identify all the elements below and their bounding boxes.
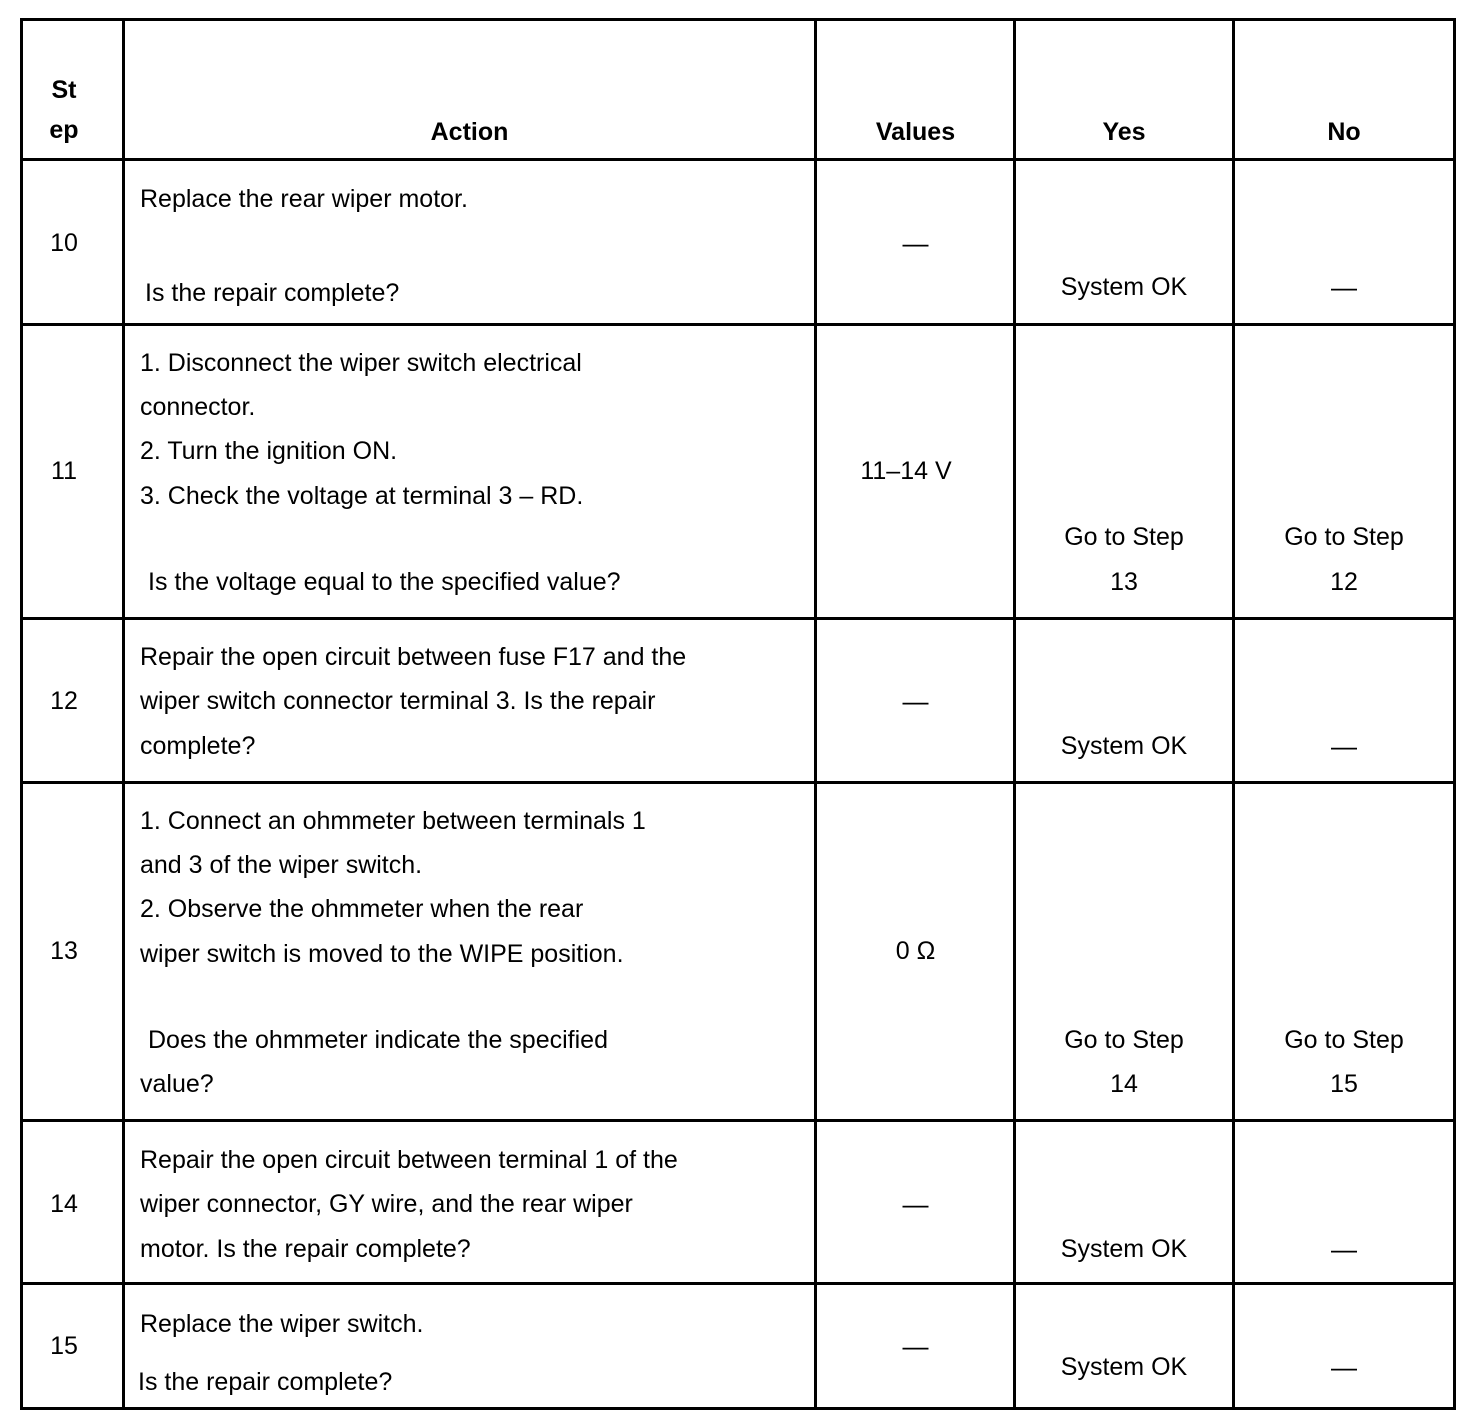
header-step (14, 70, 114, 150)
step-number: 13 (50, 937, 78, 965)
value-text: — (902, 228, 929, 258)
yes-step-number: 13 (1110, 568, 1138, 596)
action-text: wiper switch is moved to the WIPE position. (140, 940, 624, 968)
table-border-top (20, 18, 1456, 21)
step-number: 15 (50, 1332, 78, 1360)
step-number: 10 (50, 229, 78, 257)
header-divider (20, 158, 1456, 161)
value-text: — (902, 686, 929, 716)
step-number: 14 (50, 1190, 78, 1218)
action-text: and 3 of the wiper switch. (140, 851, 423, 879)
header-action: Action (430, 118, 509, 146)
yes-text: Go to Step (1064, 523, 1184, 551)
action-question: Does the ohmmeter indicate the specified (148, 1026, 608, 1054)
action-question: value? (140, 1070, 214, 1098)
action-text: Repair the open circuit between fuse F17 and the (140, 643, 687, 671)
header-yes: Yes (1102, 118, 1146, 146)
yes-text: System OK (1060, 273, 1188, 301)
action-text: complete? (140, 732, 256, 760)
no-text: — (1331, 731, 1357, 761)
value-text: — (902, 1189, 929, 1219)
column-divider (122, 18, 125, 1410)
no-step-number: 12 (1330, 568, 1358, 596)
table-border-right (1453, 18, 1456, 1410)
row-divider (20, 617, 1456, 620)
action-text: Repair the open circuit between terminal 1 of the (140, 1146, 678, 1174)
table-border-bottom (20, 1407, 1456, 1410)
action-text: 2. Turn the ignition ON. (140, 437, 398, 465)
action-text: wiper connector, GY wire, and the rear wiper (140, 1190, 633, 1218)
action-text: 1. Connect an ohmmeter between terminals 1 (140, 807, 646, 835)
yes-step-number: 14 (1110, 1070, 1138, 1098)
action-text: motor. Is the repair complete? (140, 1235, 471, 1263)
action-text: wiper switch connector terminal 3. Is the repair (140, 687, 656, 715)
header-step-line1: St (51, 76, 77, 104)
action-text: Replace the rear wiper motor. (140, 185, 468, 213)
row-divider (20, 1119, 1456, 1122)
action-question: Is the repair complete? (138, 1368, 393, 1396)
step-number: 11 (51, 457, 77, 485)
action-text: connector. (140, 393, 256, 421)
step-number: 12 (50, 687, 78, 715)
action-text: 2. Observe the ohmmeter when the rear (140, 895, 584, 923)
value-text: — (902, 1331, 929, 1361)
no-text: — (1331, 1234, 1357, 1264)
no-text: Go to Step (1284, 1026, 1404, 1054)
header-step-line2: ep (49, 116, 79, 144)
no-text: Go to Step (1284, 523, 1404, 551)
yes-text: System OK (1060, 732, 1188, 760)
header-values: Values (875, 118, 956, 146)
action-text: Replace the wiper switch. (140, 1310, 424, 1338)
row-divider (20, 323, 1456, 326)
action-question: Is the repair complete? (145, 279, 400, 307)
no-text: — (1331, 1352, 1357, 1382)
column-divider (1232, 18, 1235, 1410)
action-text: 3. Check the voltage at terminal 3 – RD. (140, 482, 584, 510)
no-text: — (1331, 272, 1357, 302)
row-divider (20, 781, 1456, 784)
row-divider (20, 1282, 1456, 1285)
action-text: 1. Disconnect the wiper switch electrical (140, 349, 582, 377)
action-question: Is the voltage equal to the specified value? (148, 568, 621, 596)
value-text: 11–14 V (860, 457, 952, 485)
header-no: No (1327, 118, 1361, 146)
value-text: 0 Ω (895, 937, 936, 965)
yes-text: System OK (1060, 1235, 1188, 1263)
diagnostic-table (20, 18, 1456, 1410)
yes-text: Go to Step (1064, 1026, 1184, 1054)
yes-text: System OK (1060, 1353, 1188, 1381)
no-step-number: 15 (1330, 1070, 1358, 1098)
